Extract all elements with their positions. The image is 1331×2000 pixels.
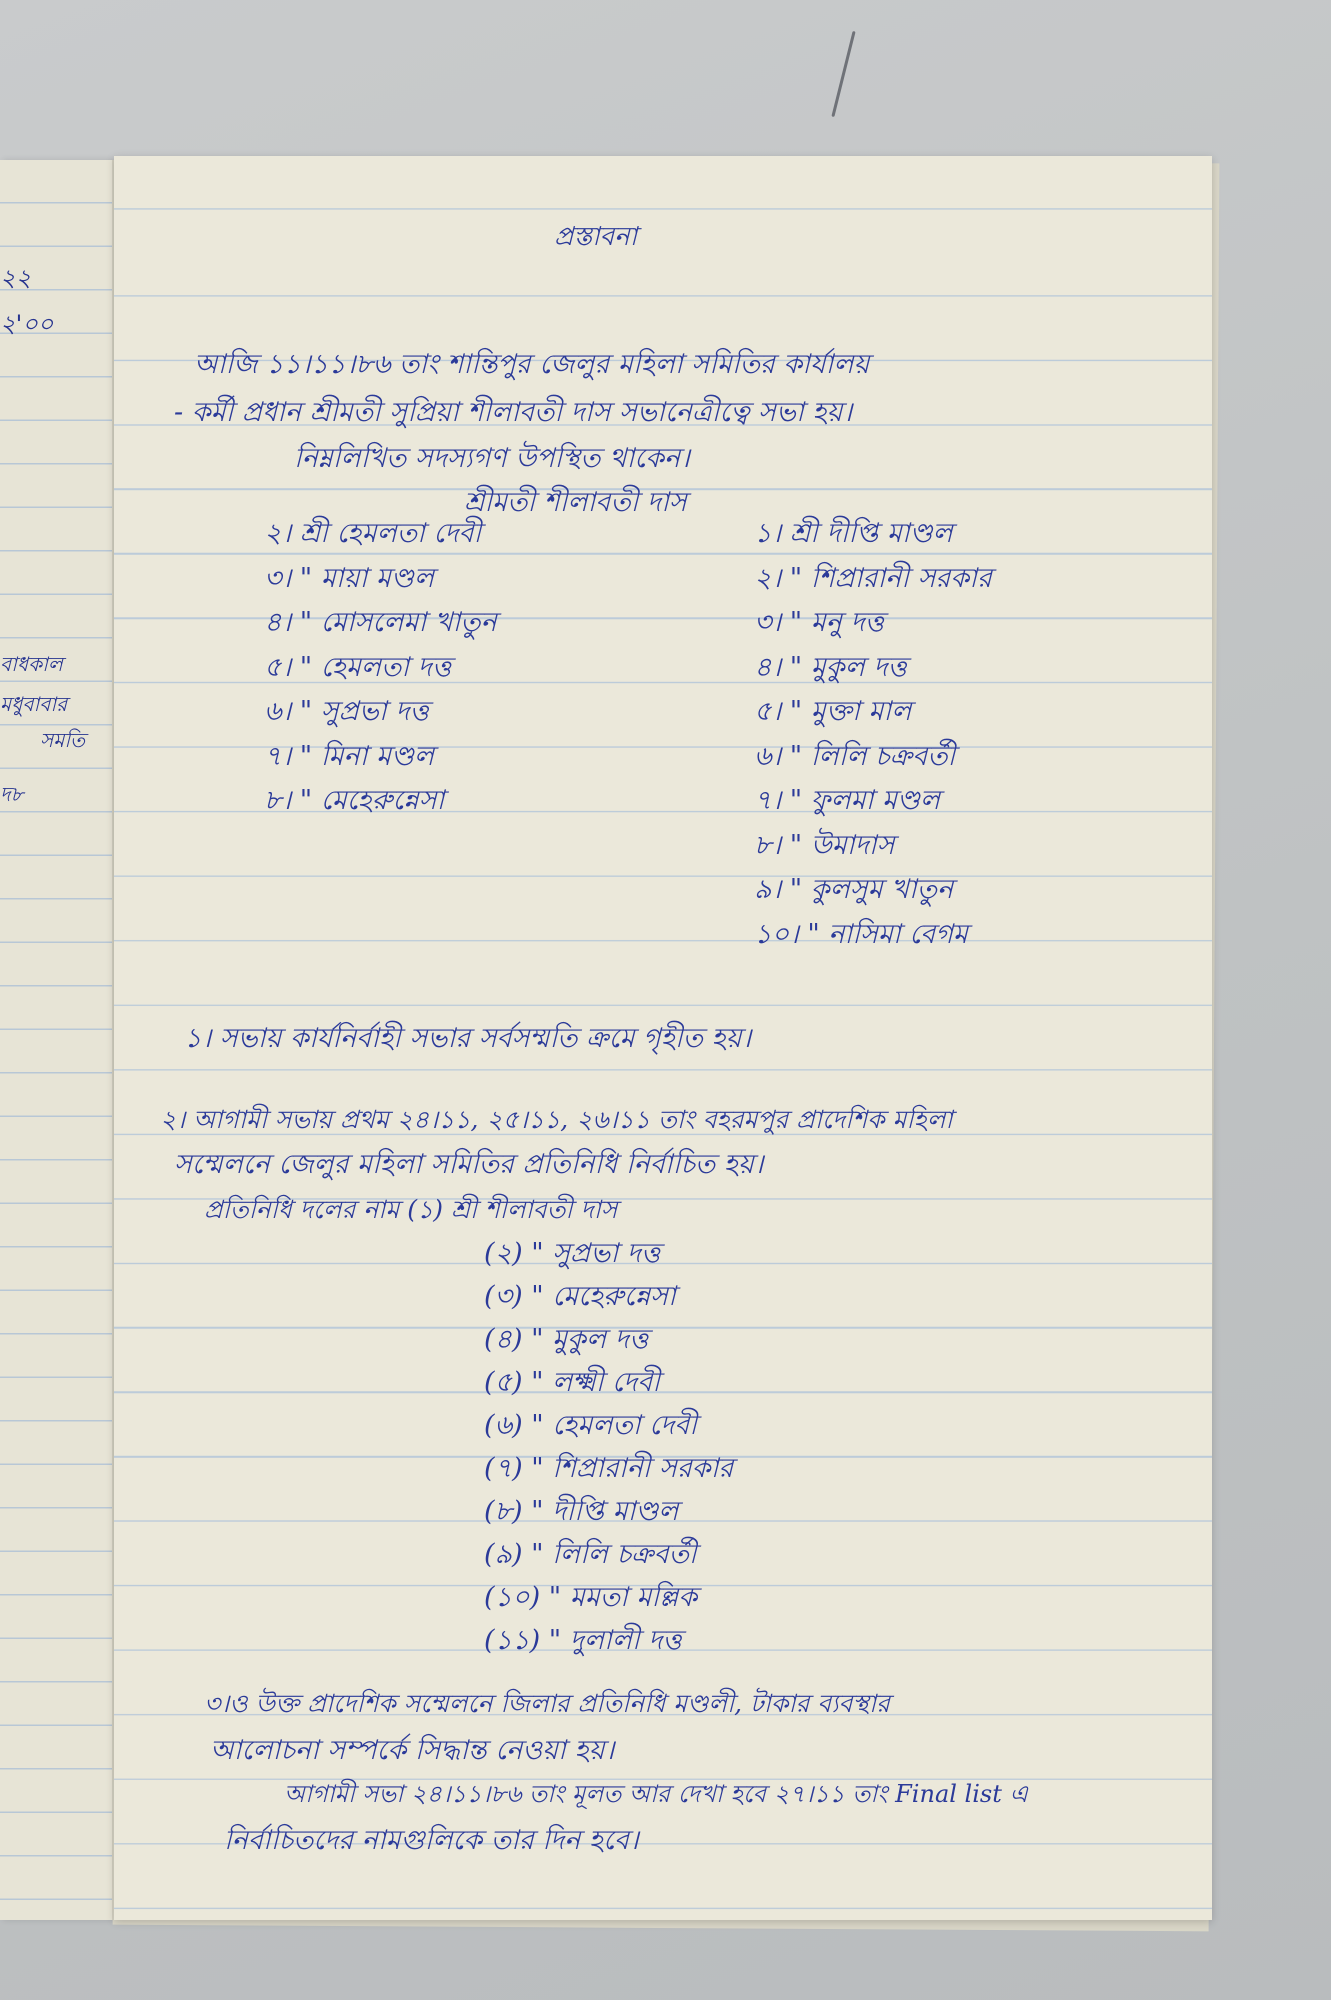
member-entry: ৩। " মায়া মণ্ডল [264,562,434,594]
closing-line: ৩।ও উক্ত প্রাদেশিক সম্মেলনে জিলার প্রতিনিধি মণ্ডলী, টাকার ব্যবস্থার [204,1689,890,1718]
member-entry: ৫। " হেমলতা দত্ত [264,651,452,683]
member-entry: ৬। " লিলি চক্রবর্তী [754,740,956,772]
delegate-entry: (১০) " মমতা মল্লিক [484,1582,698,1613]
resolution-one: ১। সভায় কার্যনির্বাহী সভার সর্বসম্মতি ক্রমে গৃহীত হয়। [184,1023,752,1054]
left-page-fragment: সমতি [40,728,86,752]
delegate-entry: (৭) " শিপ্রারানী সরকার [484,1453,734,1484]
resolution-two-line: প্রতিনিধি দলের নাম (১) শ্রী শীলাবতী দাস [204,1195,618,1224]
delegate-entry: (১১) " দুলালী দত্ত [484,1625,682,1656]
left-page-fragment: মধুবাবার [0,692,68,716]
resolution-two-line: ২। আগামী সভায় প্রথম ২৪।১১, ২৫।১১, ২৬।১১ তাং বহরমপুর প্রাদেশিক মহিলা [160,1105,953,1134]
resolution-two-line: সম্মেলনে জেলুর মহিলা সমিতির প্রতিনিধি নির্বাচিত হয়। [174,1149,764,1180]
member-entry: ১০। " নাসিমা বেগম [754,918,968,950]
left-page-fragment: ২২ [0,264,32,292]
member-entry: ২। " শিপ্রারানী সরকার [754,562,992,594]
delegate-entry: (২) " সুপ্রভা দত্ত [484,1238,661,1269]
left-page-fragment: ২'০০ [0,310,54,338]
left-page [0,160,114,1920]
left-page-fragment: দ৮ [0,782,24,806]
delegate-entry: (৫) " লক্ষ্মী দেবী [484,1367,660,1398]
delegate-entry: (৯) " লিলি চক্রবর্তী [484,1539,697,1570]
members-left-column [264,512,497,824]
chairperson-name: শ্রীমতী শীলাবতী দাস [464,487,687,518]
delegate-entry: (৮) " দীপ্তি মাণ্ডল [484,1496,679,1527]
member-entry: ৫। " মুক্তা মাল [754,696,912,727]
pen-stroke-mark [831,31,855,117]
delegates-list [484,1232,733,1662]
member-entry: ৭। " ফুলমা মণ্ডল [754,785,941,816]
member-entry: ৮। " উমাদাস [754,829,895,861]
member-entry: ১। শ্রী দীপ্তি মাণ্ডল [754,518,953,549]
closing-line: আলোচনা সম্পর্কে সিদ্ধান্ত নেওয়া হয়। [210,1735,615,1766]
member-entry: ৯। " কুলসুম খাতুন [754,874,954,905]
intro-line: নিম্নলিখিত সদস্যগণ উপস্থিত থাকেন। [294,443,690,474]
member-entry: ৮। " মেহেরুন্নেসা [264,785,445,816]
delegate-entry: (৬) " হেমলতা দেবী [484,1410,698,1441]
member-entry: ২। শ্রী হেমলতা দেবী [264,518,482,549]
notebook-sheet [114,156,1212,1920]
delegate-entry: (৪) " মুকুল দত্ত [484,1324,649,1355]
delegate-entry: (৩) " মেহেরুন্নেসা [484,1281,676,1312]
page-heading: প্রস্তাবনা [554,222,638,252]
member-entry: ৪। " মোসলেমা খাতুন [264,607,497,638]
member-entry: ৩। " মনু দত্ত [754,607,884,638]
member-entry: ৪। " মুকুল দত্ত [754,651,907,683]
member-entry: ৬। " সুপ্রভা দত্ত [264,696,429,727]
member-entry: ৭। " মিনা মণ্ডল [264,740,435,772]
intro-line: - কর্মী প্রধান শ্রীমতী সুপ্রিয়া শীলাবতী দাস সভানেত্রীত্বে সভা হয়। [174,397,853,428]
left-page-fragment: বাধকাল [0,652,63,676]
closing-line: নির্বাচিতদের নামগুলিকে তার দিন হবে। [224,1825,639,1856]
closing-line: আগামী সভা ২৪।১১।৮৬ তাং মূলত আর দেখা হবে ২৭।১১ তাং Final list এ [284,1780,1028,1808]
members-right-column [754,512,992,957]
intro-line: আজি ১১।১১।৮৬ তাং শান্তিপুর জেলুর মহিলা সমিতির কার্যালয় [194,349,870,380]
